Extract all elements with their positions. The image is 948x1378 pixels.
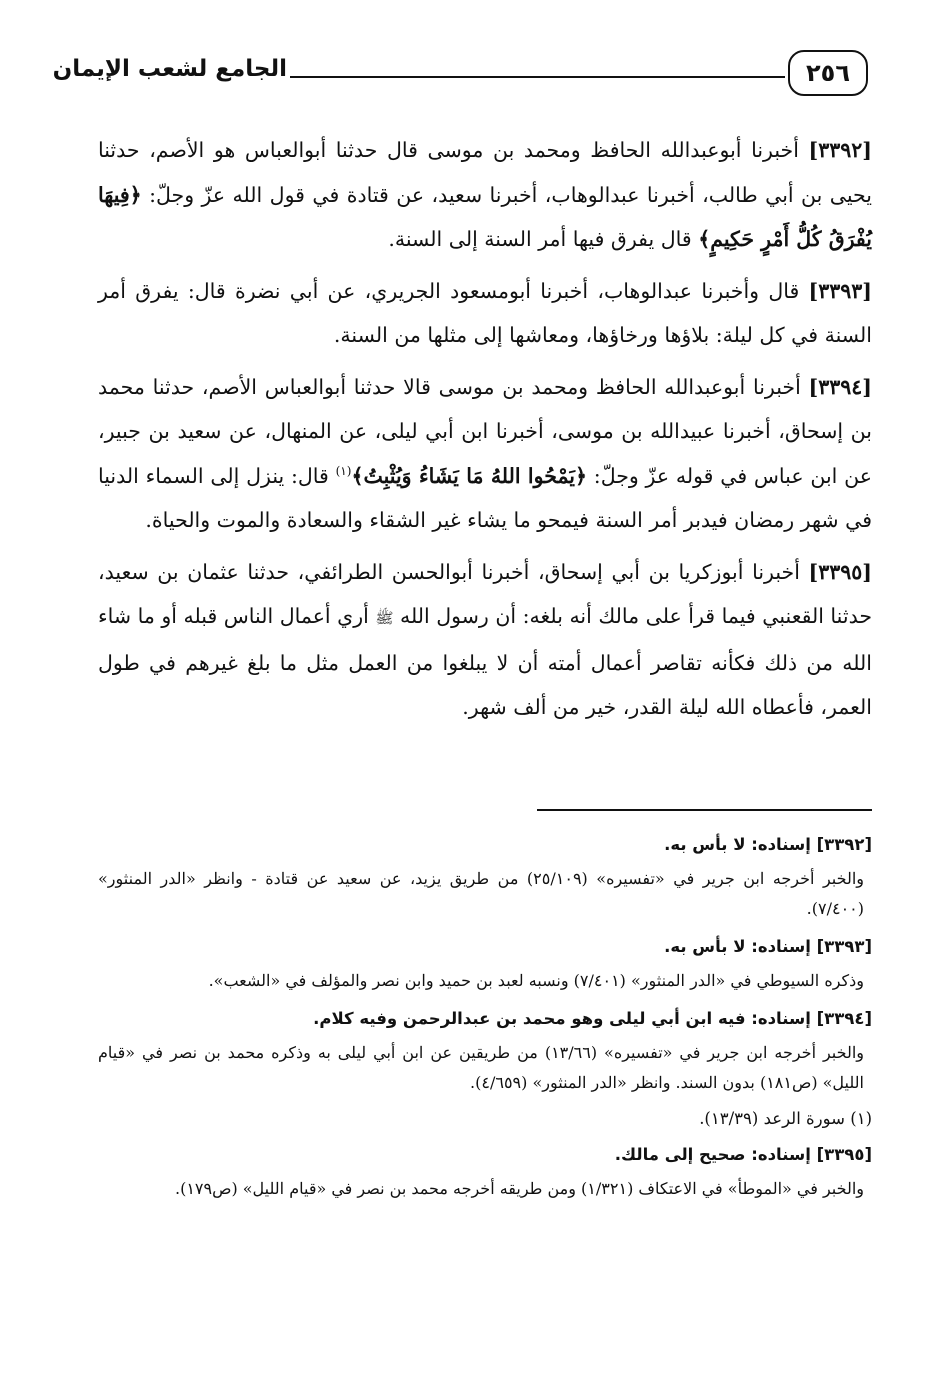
footnote-reference: (١) [335, 463, 352, 478]
footnote-heading-text: إسناده: فيه ابن أبي ليلى وهو محمد بن عبدالرحمن وفيه كلام. [313, 1009, 817, 1028]
hadith-3392 [98, 128, 872, 262]
quran-verse: ﴿يَمْحُوا اللهُ مَا يَشَاءُ وَيُثْبِتُ﴾ [351, 463, 588, 488]
footnote-heading [98, 826, 872, 864]
footnote-heading-text: إسناده: صحيح إلى مالك. [614, 1145, 817, 1164]
hadith-3394 [98, 365, 872, 543]
hadith-3393 [98, 269, 872, 358]
footnote-text: والخبر أخرجه ابن جرير في «تفسيره» (٢٥/١٠٩) من طريق يزيد، عن سعيد عن قتادة - وانظر «الدر المنثور» (٧/٤٠٠). [98, 869, 865, 918]
footnote-heading [98, 1136, 872, 1174]
running-title: الجامع لشعب الإيمان [52, 56, 287, 82]
hadith-text: أري أعمال الناس قبله أو ما شاء الله من ذلك فكأنه تقاصر أعمال أمته أن لا يبلغوا من العمل مثل ما بلغ غيرهم في طول العمر، فأعطاه الله ليلة القدر، خير من ألف شهر. [98, 604, 872, 719]
hadith-text: قال: ينزل إلى السماء الدنيا في شهر رمضان فيدبر أمر السنة فيمحو ما يشاء غير الشقاء والسعادة والموت والحياة. [98, 463, 872, 532]
quran-verse: ﴿فِيهَا يُفْرَقُ كُلُّ أَمْرٍ حَكِيمٍ﴾ [98, 182, 872, 251]
footnote-text: وذكره السيوطي في «الدر المنثور» (٧/٤٠١) ونسبه لعبد بن حميد وابن نصر والمؤلف في «الشعب». [208, 971, 864, 990]
footnote-number: [٣٣٩٢] [816, 835, 872, 854]
hadith-number: [٣٣٩٣] [808, 278, 872, 303]
hadith-3395 [98, 550, 872, 730]
footnote-separator [537, 809, 872, 811]
footnote-heading [98, 1000, 872, 1038]
hadith-number: [٣٣٩٤] [808, 374, 872, 399]
footnote-number: [٣٣٩٥] [816, 1145, 872, 1164]
footnote-number: [٣٣٩٤] [816, 1009, 872, 1028]
hadith-text: أخبرنا أبوعبدالله الحافظ ومحمد بن موسى قال حدثنا أبوالعباس هو الأصم، حدثنا يحيى بن أبي طالب، أخبرنا عبدالوهاب، أخبرنا سعيد، عن قتادة في قول الله عزّ وجلّ: [98, 138, 872, 207]
hadith-text: أخبرنا أبوعبدالله الحافظ ومحمد بن موسى قالا حدثنا أبوالعباس الأصم، حدثنا محمد بن إسحاق، أخبرنا عبيدالله بن موسى، أخبرنا ابن أبي ليلى، عن المنهال، عن سعيد بن جبير، عن ابن عباس في قوله عزّ وجلّ: [98, 374, 872, 488]
salla-glyph: ﷺ [375, 609, 394, 627]
footnote-heading-text: إسناده: لا بأس به. [664, 937, 817, 956]
hadith-number: [٣٣٩٥] [808, 559, 872, 584]
hadith-text: أخبرنا أبوزكريا بن أبي إسحاق، أخبرنا أبوالحسن الطرائفي، حدثنا عثمان بن سعيد، حدثنا القعنبي فيما قرأ على مالك أنه بلغه: أن رسول الله [98, 559, 872, 628]
page-number [788, 50, 868, 96]
footnote-text: والخبر أخرجه ابن جرير في «تفسيره» (١٣/٦٦) من طريقين عن ابن أبي ليلى به وذكره محمد بن نصر في «قيام الليل» (ص١٨١) بدون السند. وانظر «الدر المنثور» (٤/٦٥٩). [98, 1043, 864, 1092]
header-rule [290, 76, 785, 78]
hadith-number: [٣٣٩٢] [808, 138, 872, 162]
hadith-text: قال يفرق فيها أمر السنة إلى السنة. [388, 227, 699, 251]
footnote-verse-citation: (١) سورة الرعد (١٣/٣٩). [699, 1109, 872, 1128]
footnotes [98, 826, 872, 1208]
page-number-text: ٢٥٦ [806, 59, 850, 87]
footnote-number: [٣٣٩٣] [816, 937, 872, 956]
footnote-heading-text: إسناده: لا بأس به. [664, 835, 817, 854]
footnote-text: والخبر في «الموطأ» في الاعتكاف (١/٣٢١) ومن طريقه أخرجه محمد بن نصر في «قيام الليل» (ص١٧٩). [174, 1179, 864, 1198]
main-text [98, 128, 872, 737]
footnote-heading [98, 928, 872, 966]
hadith-text: قال وأخبرنا عبدالوهاب، أخبرنا أبومسعود الجريري، عن أبي نضرة قال: يفرق أمر السنة في كل ليلة: بلاؤها ورخاؤها، ومعاشها إلى مثلها من السنة. [98, 278, 872, 347]
